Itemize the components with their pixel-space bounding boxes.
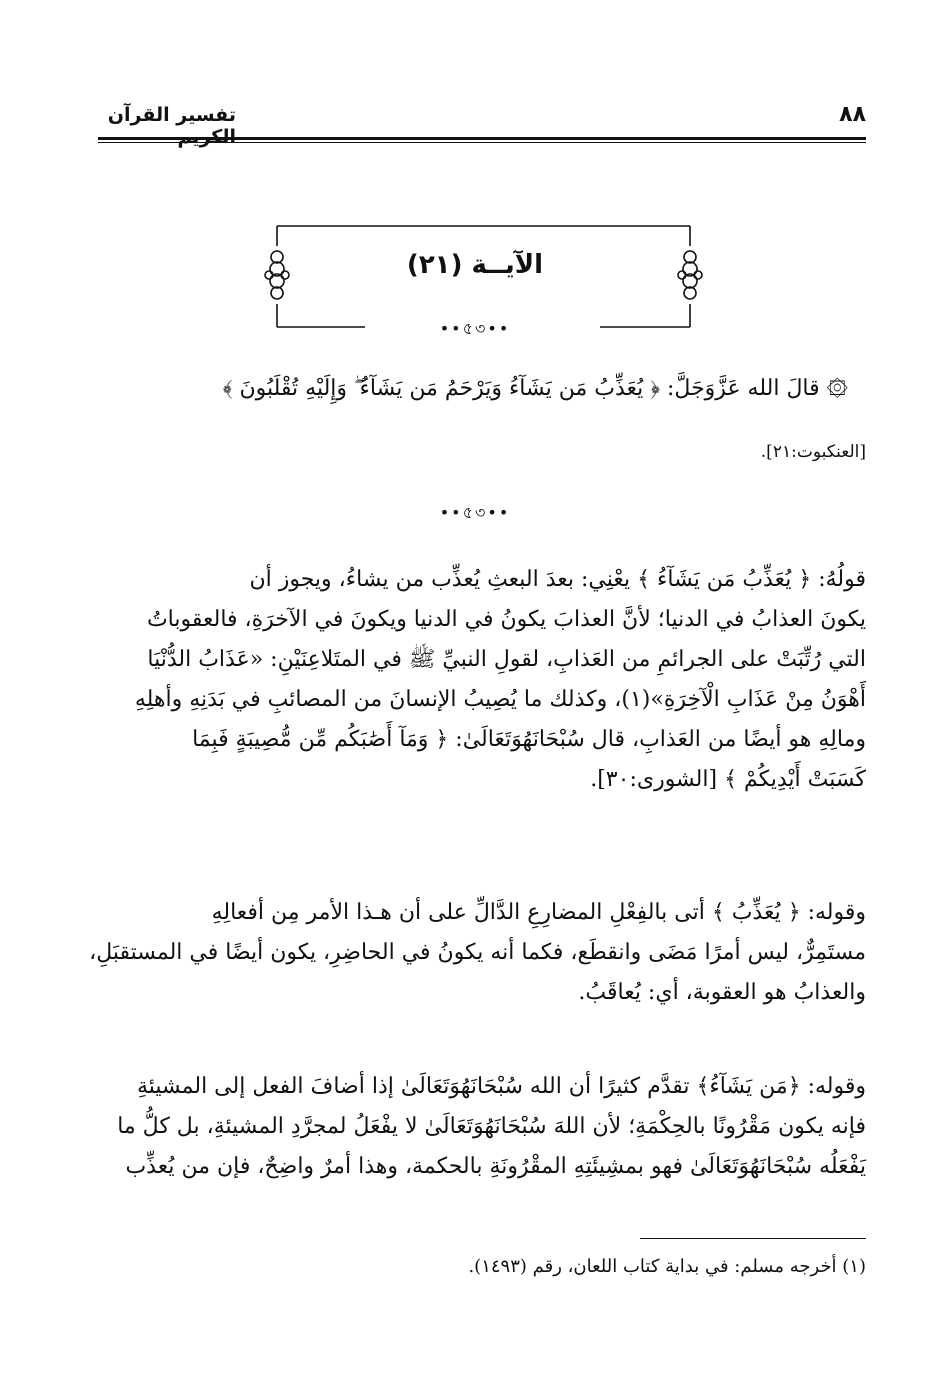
header-rule — [98, 137, 866, 140]
divider-ornament-middle: ••৫৩•• — [439, 503, 511, 522]
knot-ornament-right-icon — [678, 251, 702, 299]
ayah-heading: الآيــة (٢١) — [406, 250, 544, 280]
text-line: وقوله: ﴿مَن يَشَآءُ﴾ تقدَّم كثيرًا أن الله سُبْحَانَهُوَتَعَالَىٰ إذا أضافَ الفعل إلى المشيئةِ — [136, 1074, 866, 1099]
quran-verse: ۞ قالَ الله عَزَّوَجَلَّ: ﴿ يُعَذِّبُ مَن يَشَآءُ وَيَرْحَمُ مَن يَشَآءُ ۖ وَإِلَيْهِ تُقْلَبُونَ ﴾ — [222, 376, 848, 401]
page-header — [98, 102, 866, 148]
paragraph-1 — [80, 560, 866, 800]
footnote-rule — [640, 1238, 866, 1239]
page-number: ٨٨ — [839, 102, 866, 127]
divider-ornament-top: ••৫৩•• — [439, 319, 511, 338]
text-line: يَفْعَلُه سُبْحَانَهُوَتَعَالَىٰ فهو بمشِيئَتِهِ المقْرُونَةِ بالحكمة، وهذا أمرٌ واضِحٌ، فإن من يُعذِّب — [125, 1154, 866, 1179]
header-rule-thin — [98, 142, 866, 143]
knot-ornament-left-icon — [265, 251, 289, 299]
text-line: التي رُتِّبَتْ على الجرائمِ من العَذابِ، لقولِ النبيِّ ﷺ في المتَلاعِنَيْنِ: «عَذَابُ الدُّنْيَا — [147, 647, 866, 672]
text-line: فإنه يكون مَقْرُونًا بالحِكْمَةِ؛ لأن اللهَ سُبْحَانَهُوَتَعَالَىٰ لا يفْعَلُ لمجرَّدِ المشيئةِ، بل كلُّ ما — [117, 1114, 866, 1139]
footnote: (١) أخرجه مسلم: في بداية كتاب اللعان، رقم (١٤٩٣). — [468, 1256, 866, 1277]
book-title: تفسير القرآن الكريم — [107, 104, 236, 148]
text-line: ومالِهِ هو أيضًا من العَذابِ، قال سُبْحَانَهُوَتَعَالَىٰ: ﴿ وَمَآ أَصَٰبَكُم مِّن مُّصِيبَةٍ فَبِمَا — [192, 727, 866, 752]
text-line: وقوله: ﴿ يُعَذِّبُ ﴾ أتى بالفِعْلِ المضارِعِ الدَّالِّ على أن هـذا الأمر مِن أفعالِهِ — [211, 900, 866, 925]
text-line: والعذابُ هو العقوبة، أي: يُعاقَبُ. — [578, 980, 866, 1005]
paragraph-3 — [80, 1067, 866, 1187]
paragraph-2 — [80, 893, 866, 1013]
text-line: قولُهُ: ﴿ يُعَذِّبُ مَن يَشَآءُ ﴾ يعْنِي: بعدَ البعثِ يُعذِّب من يشاءُ، ويجوز أن — [249, 567, 866, 592]
text-line: يكونَ العذابُ في الدنيا؛ لأنَّ العذابَ يكونُ في الدنيا ويكونَ في الآخرَةِ، فالعقوباتُ — [146, 607, 866, 632]
text-line: كَسَبَتْ أَيْدِيكُمْ ﴾ [الشورى:٣٠]. — [590, 767, 866, 792]
surah-reference: [العنكبوت:٢١]. — [760, 442, 866, 462]
text-line: أَهْوَنُ مِنْ عَذَابِ الْآخِرَةِ»(١)، وكذلك ما يُصِيبُ الإنسانَ من المصائبِ في بَدَنِهِ وأهلِهِ — [134, 687, 866, 712]
text-line: مستَمِرٌّ، ليس أمرًا مَضَى وانقطَع، فكما أنه يكونُ في الحاضِرِ، يكون أيضًا في المستقبَلِ، — [89, 940, 866, 965]
